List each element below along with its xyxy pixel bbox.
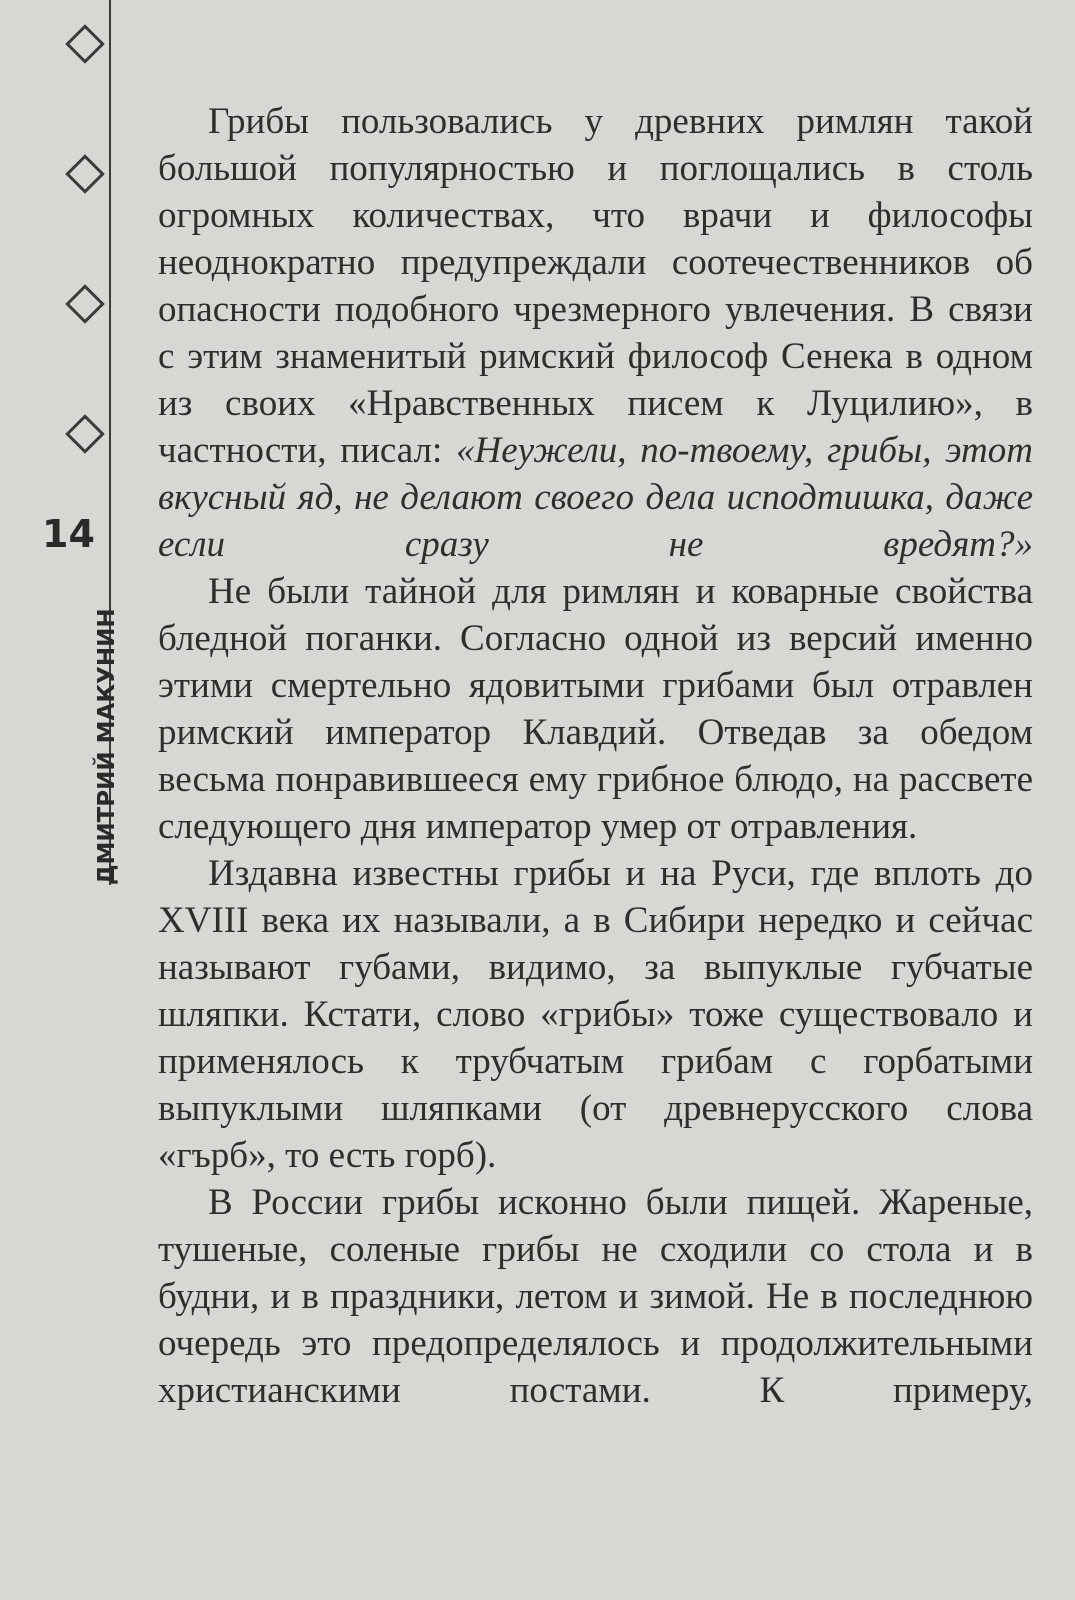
diamond-ornament-icon <box>65 154 105 194</box>
diamond-ornament-icon <box>65 414 105 454</box>
paragraph-text: Грибы пользовались у древних римлян такой большой популярностью и поглощались в столь огромных количествах, что врачи и философы неоднократно предупреждали соотечественников об опасности подобного чрезмерного увлечения. В связи с этим знаменитый римский философ Сенека в одном из своих «Нравственных писем к Луцилию», в частности, писал: <box>158 101 1033 471</box>
paragraph: В России грибы исконно были пищей. Жареные, тушеные, соленые грибы не сходили со стола и в будни, и в праздники, летом и зимой. Не в последнюю очередь это предопределялось и продолжительными христианскими постами. К примеру, <box>158 1182 1033 1411</box>
seneca-quote: «Неужели, по-твоему, грибы, этот вкусный яд, не делают своего дела исподтишка, даже если сразу не вредят?» <box>158 430 1033 565</box>
paragraph: Издавна известны грибы и на Руси, где вплоть до XVIII века их называли, а в Сибири нередко и сейчас называют губами, видимо, за выпуклые губчатые шляпки. Кстати, слово «грибы» тоже существовало и применялось к трубчатым грибам с горбатыми выпуклыми шляпками (от древнерусского слова «гърб», то есть горб). <box>158 853 1033 1176</box>
paragraph: Не были тайной для римлян и коварные свойства бледной поганки. Согласно одной из версий именно этими смертельно ядовитыми грибами был отравлен римский император Клавдий. Отведав за обедом весьма понравившееся ему грибное блюдо, на рассвете следующего дня император умер от отравления. <box>158 571 1033 847</box>
diamond-ornament-icon <box>65 284 105 324</box>
body-text <box>158 98 1033 1414</box>
paragraph <box>158 98 1033 568</box>
author-running-head: ДМИТРИЙ МАКУНИН <box>94 608 120 885</box>
diamond-ornament-icon <box>65 24 105 64</box>
page-number: 14 <box>42 512 95 556</box>
